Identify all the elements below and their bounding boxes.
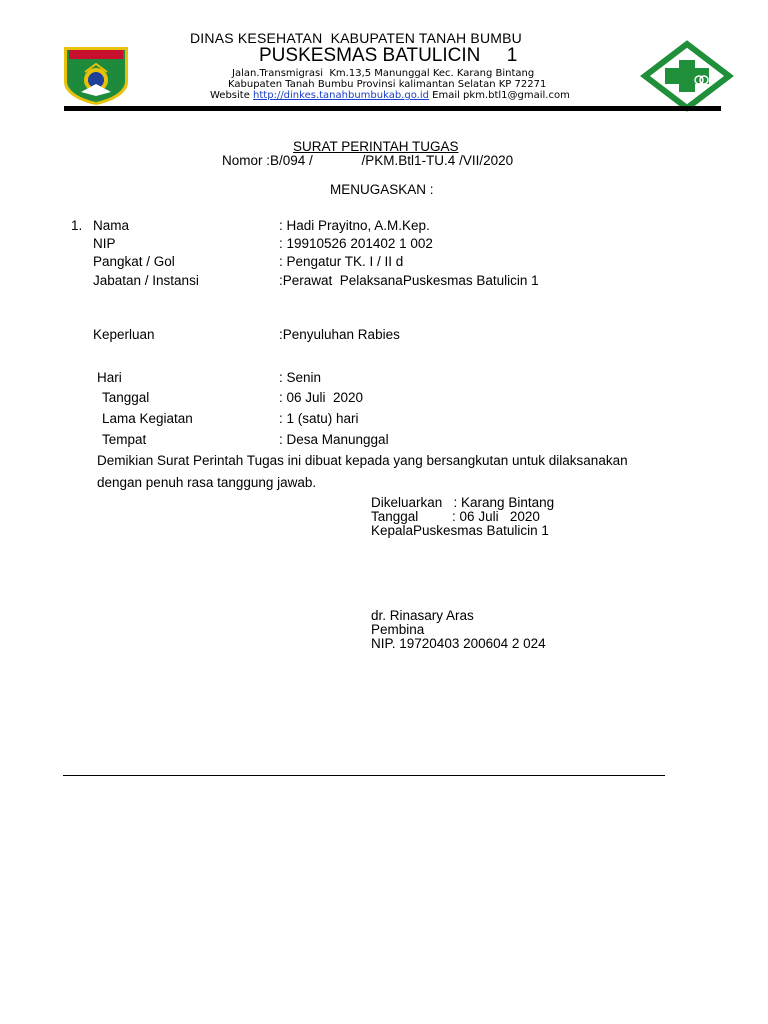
schedule-label-duration: Lama Kegiatan <box>102 411 193 426</box>
address-line-1: Jalan.Transmigrasi Km.13,5 Manunggal Kec. Karang Bintang <box>232 68 535 79</box>
tanah-bumbu-logo <box>52 26 122 88</box>
website-link[interactable]: http://dinkes.tanahbumbukab.go.id <box>253 90 429 101</box>
letter-title: SURAT PERINTAH TUGAS <box>293 139 459 154</box>
closing-line-1: Demikian Surat Perintah Tugas ini dibuat kepada yang bersangkutan untuk dilaksanakan <box>97 453 628 468</box>
closing-line-2: dengan penuh rasa tanggung jawab. <box>97 475 317 490</box>
schedule-value-duration: : 1 (satu) hari <box>279 411 359 426</box>
purpose-label: Keperluan <box>93 327 155 342</box>
field-value-nip: : 19910526 201402 1 002 <box>279 236 433 251</box>
puskesmas-name: PUSKESMAS BATULICIN 1 <box>259 45 518 66</box>
header-divider <box>64 106 721 111</box>
assigns-heading: MENUGASKAN : <box>330 182 434 197</box>
tanah-bumbu-crest-icon <box>61 44 131 106</box>
field-label-nip: NIP <box>93 236 116 251</box>
field-label-position: Jabatan / Instansi <box>93 273 199 288</box>
contact-line <box>210 90 570 101</box>
schedule-value-date: : 06 Juli 2020 <box>279 390 364 405</box>
purpose-value: :Penyuluhan Rabies <box>279 327 400 342</box>
field-label-rank: Pangkat / Gol <box>93 254 175 269</box>
health-cross-icon <box>639 40 735 112</box>
issued-date: Tanggal : 06 Juli 2020 <box>371 509 540 524</box>
website-label: Website <box>210 90 254 101</box>
footer-divider <box>63 775 665 776</box>
field-label-name: Nama <box>93 218 130 233</box>
item-number: 1. <box>71 218 83 233</box>
field-value-position: :Perawat PelaksanaPuskesmas Batulicin 1 <box>279 273 539 288</box>
schedule-label-date: Tanggal <box>102 390 150 405</box>
signatory-nip: NIP. 19720403 200604 2 024 <box>371 636 546 651</box>
schedule-value-day: : Senin <box>279 370 322 385</box>
agency-heading: DINAS KESEHATAN KABUPATEN TANAH BUMBU <box>190 30 522 46</box>
schedule-label-place: Tempat <box>102 432 147 447</box>
signatory-name: dr. Rinasary Aras <box>371 608 474 623</box>
issued-place: Dikeluarkan : Karang Bintang <box>371 495 555 510</box>
logo-banner-text: TANAH BUMBU <box>62 33 112 40</box>
field-value-rank: : Pengatur TK. I / II d <box>279 254 404 269</box>
address-line-2: Kabupaten Tanah Bumbu Provinsi kalimantan Selatan KP 72271 <box>228 79 547 90</box>
letter-number: Nomor :B/094 / /PKM.Btl1-TU.4 /VII/2020 <box>222 153 514 168</box>
field-value-name: : Hadi Prayitno, A.M.Kep. <box>279 218 430 233</box>
signatory-position: KepalaPuskesmas Batulicin 1 <box>371 523 549 538</box>
email-text: Email pkm.btl1@gmail.com <box>428 90 570 101</box>
schedule-label-day: Hari <box>97 370 122 385</box>
puskesmas-logo <box>630 22 726 94</box>
schedule-value-place: : Desa Manunggal <box>279 432 389 447</box>
signatory-rank: Pembina <box>371 622 425 637</box>
